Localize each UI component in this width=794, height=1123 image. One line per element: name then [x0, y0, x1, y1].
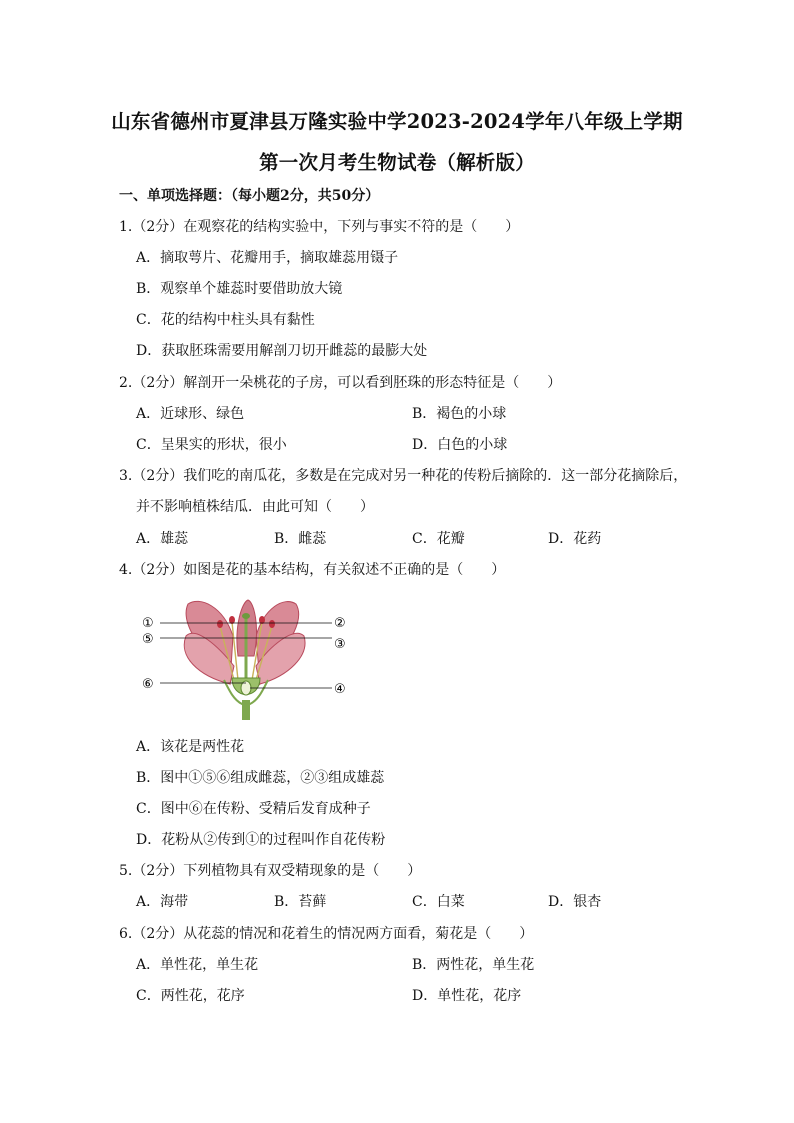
section-heading: 一、单项选择题：（每小题2分，共50分）: [119, 188, 380, 204]
question-2-option-c: C．呈果实的形状，很小: [136, 437, 287, 453]
anther-2: [269, 620, 275, 628]
label-5: ⑤: [142, 632, 154, 647]
question-5-stem: 5.（2分）下列植物具有双受精现象的是（ ）: [119, 863, 422, 879]
label-3: ③: [334, 637, 346, 652]
label-2: ②: [334, 616, 346, 631]
question-6-stem: 6.（2分）从花蕊的情况和花着生的情况两方面看，菊花是（ ）: [119, 926, 534, 942]
question-1-option-c: C．花的结构中柱头具有黏性: [136, 312, 315, 328]
question-1-stem: 1.（2分）在观察花的结构实验中，下列与事实不符的是（ ）: [119, 219, 520, 235]
question-3-option-a: A．雄蕊: [136, 531, 189, 547]
stem: [242, 700, 250, 720]
label-4: ④: [334, 682, 346, 697]
question-2-option-d: D．白色的小球: [412, 437, 508, 453]
question-6-option-b: B．两性花，单生花: [412, 957, 535, 973]
question-6-option-a: A．单性花，单生花: [136, 957, 259, 973]
question-4-option-d: D．花粉从②传到①的过程叫作自花传粉: [136, 832, 386, 848]
label-1: ①: [142, 616, 154, 631]
question-3-option-d: D．花药: [548, 531, 602, 547]
flower-structure-figure: [138, 596, 354, 720]
question-5-option-b: B．苔藓: [274, 894, 327, 910]
question-1-option-d: D．获取胚珠需要用解剖刀切开雌蕊的最膨大处: [136, 343, 428, 359]
question-5-option-a: A．海带: [136, 894, 189, 910]
question-4-stem: 4.（2分）如图是花的基本结构，有关叙述不正确的是（ ）: [119, 562, 506, 578]
question-1-option-a: A．摘取萼片、花瓣用手，摘取雄蕊用镊子: [136, 250, 399, 266]
anther-1: [217, 620, 223, 628]
question-4-option-b: B．图中①⑤⑥组成雌蕊，②③组成雄蕊: [136, 770, 385, 786]
exam-title-line1: 山东省德州市夏津县万隆实验中学2023-2024学年八年级上学期: [111, 110, 683, 133]
question-3-stem: 3.（2分）我们吃的南瓜花，多数是在完成对另一种花的传粉后摘除的．这一部分花摘除后，: [119, 468, 688, 484]
question-2-option-a: A．近球形、绿色: [136, 406, 245, 422]
question-1-option-b: B．观察单个雄蕊时要借助放大镜: [136, 281, 343, 297]
question-3-stem-line2: 并不影响植株结瓜．由此可知（ ）: [136, 499, 374, 515]
question-3-option-b: B．雌蕊: [274, 531, 327, 547]
question-3-option-c: C．花瓣: [412, 531, 465, 547]
question-2-stem: 2.（2分）解剖开一朵桃花的子房，可以看到胚珠的形态特征是（ ）: [119, 375, 562, 391]
label-6: ⑥: [142, 677, 154, 692]
stigma: [242, 613, 250, 619]
question-6-option-d: D．单性花，花序: [412, 988, 522, 1004]
question-5-option-d: D．银杏: [548, 894, 602, 910]
question-4-option-a: A．该花是两性花: [136, 739, 245, 755]
exam-title-line2: 第一次月考生物试卷（解析版）: [259, 151, 535, 174]
question-4-option-c: C．图中⑥在传粉、受精后发育成种子: [136, 801, 371, 817]
question-2-option-b: B．褐色的小球: [412, 406, 507, 422]
question-6-option-c: C．两性花，花序: [136, 988, 245, 1004]
question-5-option-c: C．白菜: [412, 894, 465, 910]
